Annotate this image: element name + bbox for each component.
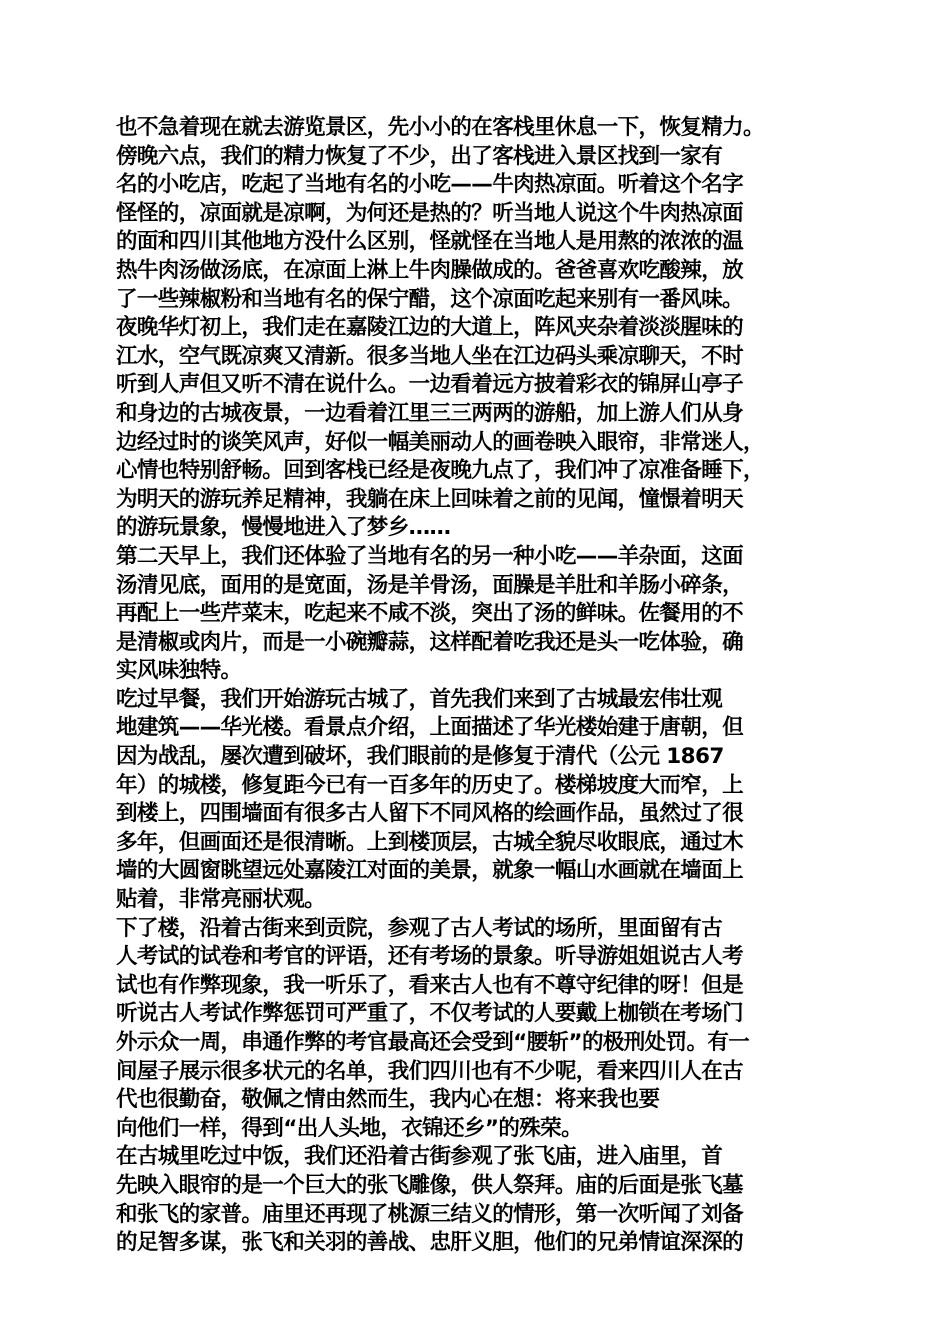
text-line: 外示众一周，串通作弊的考官最高还会受到“腰斩”的极刑处罚。有一 <box>116 1030 750 1055</box>
text-line: 汤清见底，面用的是宽面，汤是羊骨汤，面臊是羊肚和羊肠小碎条， <box>116 572 744 598</box>
text-line: 热牛肉汤做汤底，在凉面上淋上牛肉臊做成的。爸爸喜欢吃酸辣，放 <box>116 257 744 283</box>
text-line: 边经过时的谈笑风声，好似一幅美丽动人的画卷映入眼帘，非常迷人， <box>116 429 764 455</box>
text-line: 下了楼，沿着古街来到贡院，参观了古人考试的场所，里面留有古 <box>116 915 723 941</box>
text-line: 心情也特别舒畅。回到客栈已经是夜晚九点了，我们冲了凉准备睡下， <box>116 458 764 484</box>
text-line: 是清椒或肉片，而是一小碗瓣蒜，这样配着吃我还是头一吃体验，确 <box>116 629 744 655</box>
text-line: 夜晚华灯初上，我们走在嘉陵江边的大道上，阵风夹杂着淡淡腥味的 <box>116 315 744 341</box>
text-line: 试也有作弊现象，我一听乐了，看来古人也有不尊守纪律的呀！但是 <box>116 972 744 998</box>
text-line: 再配上一些芹菜末，吃起来不咸不淡，突出了汤的鲜味。佐餐用的不 <box>116 601 744 627</box>
text-line: 先映入眼帘的是一个巨大的张飞雕像，供人祭拜。庙的后面是张飞墓 <box>116 1172 744 1198</box>
text-line: 墙的大圆窗眺望远处嘉陵江对面的美景，就象一幅山水画就在墙面上 <box>116 858 744 884</box>
body-text <box>116 114 846 1258</box>
text-line: 地建筑——华光楼。看景点介绍，上面描述了华光楼始建于唐朝，但 <box>116 715 744 741</box>
text-line: 和身边的古城夜景，一边看着江里三三两两的游船，加上游人们从身 <box>116 400 744 426</box>
text-line: 怪怪的，凉面就是凉啊，为何还是热的？听当地人说这个牛肉热凉面 <box>116 200 744 226</box>
text-line: 江水，空气既凉爽又清新。很多当地人坐在江边码头乘凉聊天，不时 <box>116 343 744 369</box>
text-line: 因为战乱，屡次遭到破坏，我们眼前的是修复于清代（公元 1867 <box>116 744 724 770</box>
text-line: 年）的城楼，修复距今已有一百多年的历史了。楼梯坡度大而窄，上 <box>116 772 744 798</box>
text-line: 也不急着现在就去游览景区，先小小的在客栈里休息一下，恢复精力。 <box>116 115 764 140</box>
text-line: 到楼上，四围墙面有很多古人留下不同风格的绘画作品，虽然过了很 <box>116 801 744 827</box>
text-line: 了一些辣椒粉和当地有名的保宁醋，这个凉面吃起来别有一番风味。 <box>116 286 744 312</box>
text-line: 为明天的游玩养足精神，我躺在床上回味着之前的见闻，憧憬着明天 <box>116 486 744 512</box>
text-line: 人考试的试卷和考官的评语，还有考场的景象。听导游姐姐说古人考 <box>116 944 744 970</box>
text-line: 间屋子展示很多状元的名单，我们四川也有不少呢，看来四川人在古 <box>116 1058 744 1084</box>
text-line: 名的小吃店，吃起了当地有名的小吃——牛肉热凉面。听着这个名字 <box>116 172 744 198</box>
text-line: 听说古人考试作弊惩罚可严重了，不仅考试的人要戴上枷锁在考场门 <box>116 1001 744 1027</box>
text-line: 的面和四川其他地方没什么区别，怪就怪在当地人是用熬的浓浓的温 <box>116 229 744 255</box>
text-line: 多年，但画面还是很清晰。上到楼顶层，古城全貌尽收眼底，通过木 <box>116 829 744 855</box>
text-line: 和张飞的家普。庙里还再现了桃源三结义的情形，第一次听闻了刘备 <box>116 1201 744 1227</box>
text-line: 听到人声但又听不清在说什么。一边看着远方披着彩衣的锦屏山亭子 <box>116 372 744 398</box>
text-line: 吃过早餐，我们开始游玩古城了，首先我们来到了古城最宏伟壮观 <box>116 686 723 712</box>
text-line: 的游玩景象，慢慢地进入了梦乡…… <box>116 515 451 541</box>
text-line: 向他们一样，得到“出人头地，衣锦还乡”的殊荣。 <box>116 1115 582 1141</box>
text-line: 在古城里吃过中饭，我们还沿着古街参观了张飞庙，进入庙里，首 <box>116 1144 723 1170</box>
text-line: 代也很勤奋，敬佩之情由然而生，我内心在想：将来我也要 <box>116 1087 660 1113</box>
text-line: 贴着，非常亮丽状观。 <box>116 887 326 913</box>
text-line: 傍晚六点，我们的精力恢复了不少，出了客栈进入景区找到一家有 <box>116 143 723 169</box>
text-line: 第二天早上，我们还体验了当地有名的另一种小吃——羊杂面，这面 <box>116 543 744 569</box>
text-line: 实风味独特。 <box>116 658 242 684</box>
text-line: 的足智多谋，张飞和关羽的善战、忠肝义胆，他们的兄弟情谊深深的 <box>116 1230 744 1256</box>
